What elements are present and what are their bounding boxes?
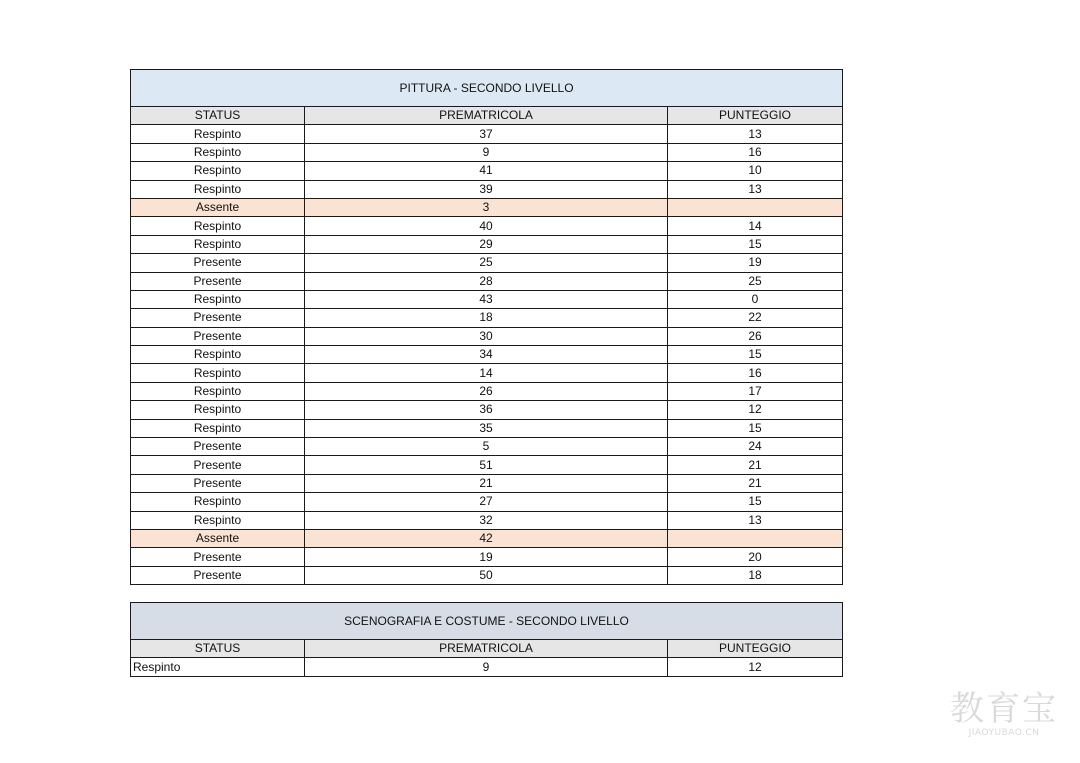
table-row [131,382,843,400]
cell-prematricola: 29 [305,235,668,253]
cell-prematricola: 35 [305,419,668,437]
table-row [131,456,843,474]
cell-punteggio: 0 [668,290,843,308]
cell-punteggio: 14 [668,217,843,235]
table-row [131,198,843,216]
cell-punteggio: 15 [668,235,843,253]
cell-status: Assente [131,198,305,216]
cell-status: Respinto [131,419,305,437]
table-row [131,493,843,511]
table-row [131,254,843,272]
cell-punteggio: 26 [668,327,843,345]
cell-status: Presente [131,309,305,327]
cell-status: Respinto [131,658,305,676]
cell-punteggio: 12 [668,401,843,419]
table-row [131,272,843,290]
column-header-status: STATUS [131,107,305,125]
cell-status: Presente [131,438,305,456]
cell-status: Respinto [131,493,305,511]
column-header-prematricola: PREMATRICOLA [305,640,668,658]
cell-prematricola: 30 [305,327,668,345]
cell-punteggio: 24 [668,438,843,456]
cell-prematricola: 39 [305,180,668,198]
table-row [131,529,843,547]
cell-punteggio: 15 [668,419,843,437]
cell-prematricola: 9 [305,143,668,161]
table-row [131,309,843,327]
table-body [131,658,843,676]
table-row [131,143,843,161]
cell-punteggio: 15 [668,346,843,364]
cell-punteggio: 21 [668,456,843,474]
cell-status: Respinto [131,346,305,364]
watermark-text: 教育宝 [950,689,1058,729]
cell-status: Presente [131,566,305,584]
cell-punteggio [668,529,843,547]
cell-prematricola: 18 [305,309,668,327]
table-row [131,162,843,180]
column-header-prematricola: PREMATRICOLA [305,107,668,125]
table-row [131,125,843,143]
cell-status: Respinto [131,162,305,180]
cell-punteggio: 17 [668,382,843,400]
cell-status: Respinto [131,180,305,198]
cell-status: Respinto [131,125,305,143]
table-row [131,438,843,456]
table-row [131,511,843,529]
cell-status: Presente [131,327,305,345]
cell-prematricola: 25 [305,254,668,272]
cell-prematricola: 40 [305,217,668,235]
cell-prematricola: 51 [305,456,668,474]
cell-prematricola: 26 [305,382,668,400]
pittura-table [130,69,843,585]
table-row [131,235,843,253]
cell-prematricola: 9 [305,658,668,676]
cell-prematricola: 32 [305,511,668,529]
cell-punteggio: 13 [668,125,843,143]
watermark-logo [948,690,1060,738]
cell-prematricola: 28 [305,272,668,290]
cell-punteggio: 13 [668,511,843,529]
cell-status: Respinto [131,382,305,400]
cell-prematricola: 36 [305,401,668,419]
cell-punteggio: 13 [668,180,843,198]
cell-prematricola: 42 [305,529,668,547]
cell-prematricola: 37 [305,125,668,143]
cell-prematricola: 43 [305,290,668,308]
cell-status: Presente [131,254,305,272]
cell-punteggio: 21 [668,474,843,492]
cell-punteggio: 22 [668,309,843,327]
cell-status: Respinto [131,364,305,382]
cell-punteggio: 20 [668,548,843,566]
table-row [131,658,843,676]
cell-status: Respinto [131,235,305,253]
cell-status: Presente [131,474,305,492]
table-row [131,217,843,235]
column-header-punteggio: PUNTEGGIO [668,640,843,658]
cell-punteggio: 25 [668,272,843,290]
cell-prematricola: 27 [305,493,668,511]
table-row [131,327,843,345]
cell-punteggio: 16 [668,143,843,161]
cell-prematricola: 50 [305,566,668,584]
cell-prematricola: 5 [305,438,668,456]
cell-prematricola: 19 [305,548,668,566]
cell-punteggio [668,198,843,216]
cell-punteggio: 15 [668,493,843,511]
cell-punteggio: 16 [668,364,843,382]
table-row [131,419,843,437]
cell-status: Presente [131,272,305,290]
cell-punteggio: 18 [668,566,843,584]
scenografia-table [130,602,843,677]
cell-status: Presente [131,548,305,566]
cell-prematricola: 21 [305,474,668,492]
cell-status: Respinto [131,143,305,161]
table-body [131,125,843,585]
cell-prematricola: 3 [305,198,668,216]
cell-status: Presente [131,456,305,474]
cell-punteggio: 19 [668,254,843,272]
cell-status: Respinto [131,217,305,235]
cell-prematricola: 41 [305,162,668,180]
cell-status: Respinto [131,290,305,308]
table-row [131,364,843,382]
table-row [131,474,843,492]
table-row [131,290,843,308]
cell-status: Respinto [131,401,305,419]
cell-prematricola: 34 [305,346,668,364]
table-row [131,180,843,198]
table-row [131,401,843,419]
table-row [131,346,843,364]
cell-status: Respinto [131,511,305,529]
cell-status: Assente [131,529,305,547]
cell-punteggio: 12 [668,658,843,676]
column-header-status: STATUS [131,640,305,658]
table-title: PITTURA - SECONDO LIVELLO [131,70,843,107]
cell-punteggio: 10 [668,162,843,180]
column-header-punteggio: PUNTEGGIO [668,107,843,125]
watermark-url: JIAOYUBAO.CN [968,728,1040,738]
table-row [131,566,843,584]
table-title: SCENOGRAFIA E COSTUME - SECONDO LIVELLO [131,603,843,640]
table-row [131,548,843,566]
cell-prematricola: 14 [305,364,668,382]
